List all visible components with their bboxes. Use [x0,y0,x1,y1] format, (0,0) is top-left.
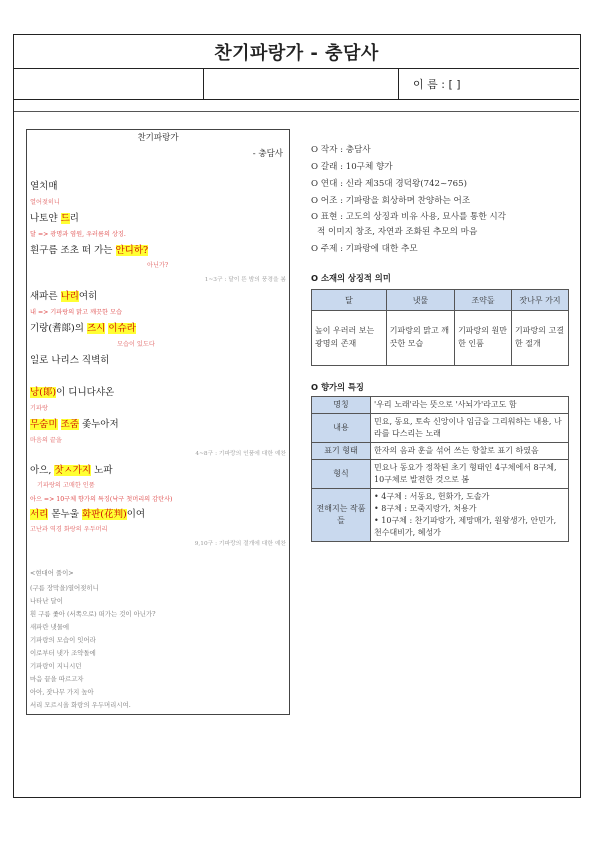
feature-heading: O 향가의 특징 [311,382,364,392]
modern-line: 기파랑이 지니시던 [30,662,82,670]
poem-line: 나토얀 드리 [30,213,79,224]
poem-gloss: 기파랑 [30,405,48,412]
poem-gloss: 열어젖히니 [30,199,60,206]
poem-gloss: 마음의 끝을 [30,437,62,444]
info-row [14,68,579,100]
poem-author: - 충담사 [252,149,283,159]
feature-value: 민요, 동요, 토속 신앙이나 임금을 그리워하는 내용, 나라를 다스리는 노래 [371,414,569,443]
modern-line: 아아, 잣나무 가지 높아 [30,688,94,696]
poem-line: 무숨미 조줌 좇누아저 [30,419,119,430]
symbol-heading: O 소재의 상징적 의미 [311,273,391,283]
modern-line: 흰 구름 좇아 (서쪽으로) 떠가는 것이 아닌가? [30,610,156,618]
poem-line: 아으, 잣ㅅ가지 노파 [30,465,113,476]
poem-line: 서리 몯누울 화판(花判)이여 [30,509,146,520]
poem-note: 아으 => 10구체 향가의 특징(낙구 첫머리의 감탄사) [30,496,173,503]
feature-label: 전해지는 작품들 [312,489,371,542]
symbol-header: 조약돌 [455,290,512,311]
feature-value: 한자의 음과 훈을 섞어 쓰는 향찰로 표기 하였음 [371,443,569,460]
feature-label: 표기 형태 [312,443,371,460]
symbol-header: 달 [312,290,387,311]
info-author: O 작자 : 충담사 [311,145,371,155]
info-genre: O 갈래 : 10구체 향가 [311,162,393,172]
poem-line: 흰구름 조초 떠 가는 안디하? [30,245,149,256]
symbol-table [311,289,569,366]
feature-value: '우리 노래'라는 뜻으로 '사뇌가'라고도 함 [371,397,569,414]
modern-line: 새파란 냇물에 [30,623,70,631]
feature-label: 형식 [312,460,371,489]
poem-gloss: 아닌가? [147,262,169,269]
symbol-cell: 기파랑의 고결한 절개 [512,311,569,366]
page-title: 찬기파랑가 - 충담사 [14,35,579,69]
modern-line: 서리 모르시올 화랑의 우두머리시여. [30,701,131,709]
poem-line: 열치매 [30,181,58,192]
poem-section-note: 9,10구 : 기파랑의 절개에 대한 예찬 [194,541,286,547]
info-era: O 연대 : 신라 제35대 경덕왕(742~765) [311,179,467,189]
poem-box [26,129,290,715]
name-field[interactable]: 이 름 : [ ] [413,77,461,91]
poem-line: 기랑(耆郞)의 즈시 이슈라 [30,323,136,334]
info-theme: O 주제 : 기파랑에 대한 추모 [311,244,418,254]
feature-value: 민요나 동요가 정착된 초기 형태인 4구체에서 8구체, 10구체로 발전한 것으로 봄 [371,460,569,489]
poem-title: 찬기파랑가 [137,133,179,143]
modern-title: <현대어 풀이> [30,569,74,577]
blank-cell-2 [204,68,399,99]
blank-cell-1 [14,68,204,99]
modern-line: 이로부터 냇가 조약돌에 [30,649,96,657]
symbol-header: 냇물 [386,290,454,311]
symbol-cell: 기파랑의 원만한 인품 [455,311,512,366]
poem-line: 일로 나리스 직벽히 [30,355,110,366]
info-expression: O 표현 : 고도의 상징과 비유 사용, 묘사를 통한 시각 [311,212,506,222]
poem-note: 달 => 광명과 염원, 우러름의 상징. [30,231,126,238]
symbol-cell: 높이 우러러 보는 광명의 존재 [312,311,387,366]
symbol-header: 잣나무 가지 [512,290,569,311]
poem-gloss: 모습이 있도다 [117,341,155,348]
modern-line: 나타난 달이 [30,597,63,605]
feature-value: • 4구체 : 서동요, 헌화가, 도솔가 • 8구체 : 모죽지랑가, 처용가 • 10구체 : 찬기파랑가, 제망매가, 원왕생가, 안민가, 천수대비가, 혜성가 [371,489,569,542]
modern-line: (구름 장막을)열어젖히니 [30,584,99,592]
info-expression-cont: 적 이미지 창조, 자연과 조화된 추모의 마음 [317,227,478,237]
info-tone: O 어조 : 기파랑을 회상하며 찬양하는 어조 [311,196,471,206]
symbol-cell: 기파랑의 맑고 깨끗한 모습 [386,311,454,366]
poem-note: 내 => 기파랑의 맑고 깨끗한 모습 [30,309,122,316]
feature-table [311,396,569,542]
poem-gloss: 고난과 역경 화랑의 우두머리 [30,526,108,533]
feature-label: 내용 [312,414,371,443]
modern-line: 기파랑의 모습이 잇어라 [30,636,96,644]
poem-gloss: 기파랑의 고매한 인품 [37,482,95,489]
poem-line: 낭(郞)이 디니다샤온 [30,387,115,398]
divider [14,111,579,112]
poem-section-note: 4~8구 : 기파랑의 인품에 대한 예찬 [195,451,286,457]
feature-label: 명칭 [312,397,371,414]
modern-line: 마음 끝을 따르고자 [30,675,84,683]
poem-line: 새파른 나리여히 [30,291,98,302]
poem-section-note: 1~3구 : 달이 뜬 밤의 풍경을 봄 [204,277,286,283]
